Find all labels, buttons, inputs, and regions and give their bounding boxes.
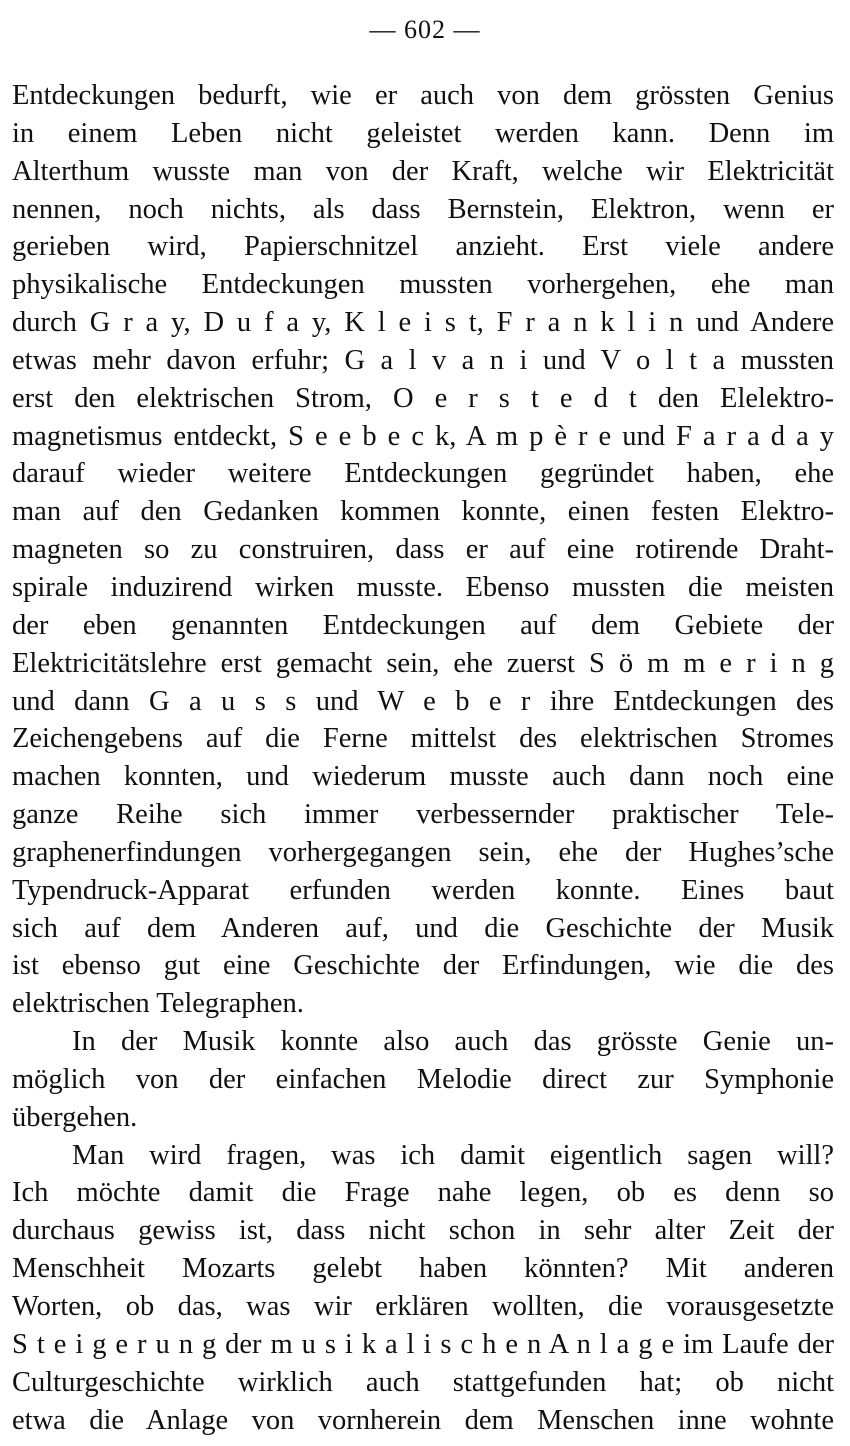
- text-line: durch G r a y, D u f a y, K l e i s t, F r a n k l i n und Andere: [12, 307, 834, 339]
- text-line: Ich möchte damit die Frage nahe legen, ob es denn so: [12, 1177, 834, 1209]
- text-line: Culturgeschichte wirklich auch stattgefunden hat; ob nicht: [12, 1366, 834, 1398]
- text-line: gerieben wird, Papierschnitzel anzieht. Erst viele andere: [12, 231, 834, 263]
- text-line: Entdeckungen bedurft, wie er auch von dem grössten Genius: [12, 80, 834, 111]
- text-line: und dann G a u s s und W e b e r ihre Entdeckungen des: [12, 685, 834, 717]
- paragraph-first-line: Man wird fragen, was ich damit eigentlich sagen will?: [72, 1139, 834, 1171]
- text-line: Alterthum wusste man von der Kraft, welche wir Elektricität: [12, 155, 834, 187]
- text-line: Menschheit Mozarts gelebt haben könnten? Mit anderen: [12, 1253, 834, 1285]
- text-line: Zeichengebens auf die Ferne mittelst des elektrischen Stromes: [12, 723, 834, 755]
- text-line: sich auf dem Anderen auf, und die Geschichte der Musik: [12, 912, 834, 944]
- text-line: etwa die Anlage von vornherein dem Menschen inne wohnte: [12, 1404, 834, 1436]
- body-text: [12, 77, 834, 1439]
- text-line: machen konnten, und wiederum musste auch dann noch eine: [12, 761, 834, 793]
- text-line: Worten, ob das, was wir erklären wollten, die vorausgesetzte: [12, 1291, 834, 1322]
- text-line: man auf den Gedanken kommen konnte, einen festen Elektro-: [12, 496, 834, 528]
- text-line: S t e i g e r u n g der m u s i k a l i s c h e n A n l a g e im Laufe der: [12, 1328, 834, 1360]
- text-line: der eben genannten Entdeckungen auf dem Gebiete der: [12, 609, 834, 641]
- text-line: darauf wieder weitere Entdeckungen gegründet haben, ehe: [12, 458, 834, 490]
- text-line: möglich von der einfachen Melodie direct zur Symphonie: [12, 1063, 834, 1095]
- text-line: erst den elektrischen Strom, O e r s t e d t den Elelektro-: [12, 382, 834, 414]
- paragraph-end-line: übergehen.: [12, 1101, 138, 1133]
- text-line: Elektricitätslehre erst gemacht sein, ehe zuerst S ö m m e r i n g: [12, 647, 834, 679]
- text-line: durchaus gewiss ist, dass nicht schon in sehr alter Zeit der: [12, 1215, 834, 1247]
- text-line: nennen, noch nichts, als dass Bernstein, Elektron, wenn er: [12, 193, 834, 225]
- text-line: magnetismus entdeckt, S e e b e c k, A m p è r e und F a r a d a y: [12, 420, 834, 452]
- paragraph-first-line: In der Musik konnte also auch das grösste Genie un-: [72, 1026, 834, 1058]
- text-line: graphenerfindungen vorhergegangen sein, ehe der Hughes’sche: [12, 836, 834, 868]
- page-number: — 602 —: [369, 15, 481, 44]
- text-line: spirale induzirend wirken musste. Ebenso mussten die meisten: [12, 571, 834, 603]
- text-line: magneten so zu construiren, dass er auf eine rotirende Draht-: [12, 534, 834, 566]
- paragraph-end-line: elektrischen Telegraphen.: [12, 988, 304, 1020]
- text-line: in einem Leben nicht geleistet werden kann. Denn im: [12, 117, 834, 149]
- text-line: ganze Reihe sich immer verbessernder praktischer Tele-: [12, 799, 834, 831]
- text-line: Typendruck-Apparat erfunden werden konnte. Eines baut: [12, 874, 834, 906]
- text-line: physikalische Entdeckungen mussten vorhergehen, ehe man: [12, 269, 834, 301]
- text-line: ist ebenso gut eine Geschichte der Erfindungen, wie die des: [12, 950, 834, 982]
- text-line: etwas mehr davon erfuhr; G a l v a n i und V o l t a mussten: [12, 344, 834, 376]
